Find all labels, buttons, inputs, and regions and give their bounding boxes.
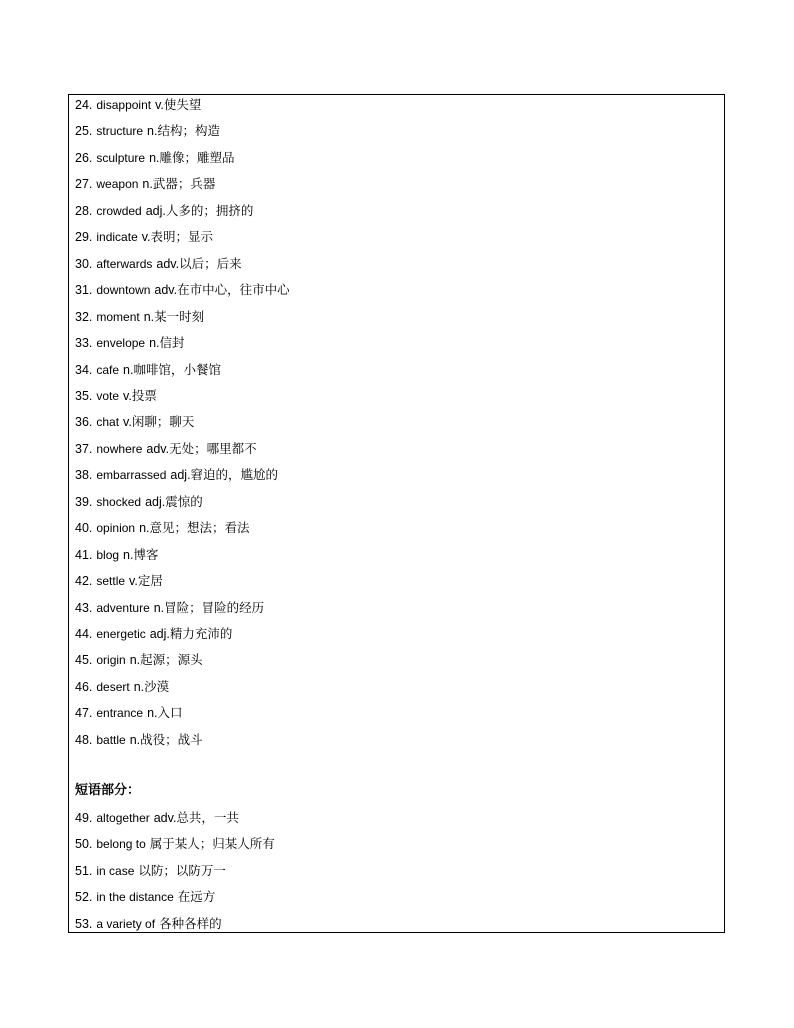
entry-meaning: 在远方: [177, 890, 216, 905]
entry-number: 33.: [75, 336, 93, 351]
entry-word: indicate: [96, 230, 138, 245]
entry-number: 45.: [75, 653, 93, 668]
entry-meaning: n.沙漠: [133, 679, 170, 694]
entry-meaning: adv.以后；后来: [156, 256, 242, 271]
entry-meaning: n.某一时刻: [143, 309, 205, 324]
entry-word: chat: [96, 415, 120, 430]
list-item: [75, 333, 185, 353]
entry-number: 32.: [75, 309, 93, 324]
list-item: [75, 386, 157, 406]
list-item: [75, 650, 203, 670]
list-item: [75, 518, 250, 538]
entry-meaning: n.意见；想法；看法: [139, 521, 250, 536]
entry-word: sculpture: [96, 150, 146, 165]
entry-word: battle: [96, 732, 126, 747]
entry-number: 24.: [75, 98, 93, 112]
list-item: [75, 227, 213, 247]
list-item: [75, 730, 203, 750]
entry-number: 41.: [75, 547, 93, 562]
list-item: [75, 201, 253, 221]
entry-word: crowded: [96, 203, 142, 218]
entry-meaning: n.结构；构造: [147, 124, 220, 139]
list-item: [75, 887, 215, 907]
entry-word: weapon: [96, 177, 139, 192]
entry-word: shocked: [96, 494, 142, 509]
entry-word: opinion: [96, 521, 136, 536]
entry-meaning: 各种各样的: [159, 916, 222, 931]
entry-number: 30.: [75, 256, 93, 271]
entry-word: belong to: [96, 837, 146, 852]
entry-word: moment: [96, 309, 140, 324]
entry-number: 29.: [75, 230, 93, 245]
entry-meaning: v.表明；显示: [141, 230, 214, 245]
list-item: [75, 280, 290, 300]
entry-number: 40.: [75, 521, 93, 536]
entry-word: cafe: [96, 362, 120, 377]
entry-word: embarrassed: [96, 468, 167, 483]
list-item: [75, 95, 201, 115]
list-item: [75, 677, 169, 697]
list-item: [75, 307, 204, 327]
entry-meaning: adj.震惊的: [145, 494, 203, 509]
entry-meaning: adj.精力充沛的: [149, 627, 233, 641]
entry-word: altogether: [96, 810, 150, 825]
list-item: [75, 861, 226, 881]
list-item: [75, 412, 194, 432]
entry-number: 28.: [75, 203, 93, 218]
entry-word: settle: [96, 574, 126, 589]
entry-number: 52.: [75, 890, 93, 905]
list-item: [75, 254, 242, 274]
phrases-section-heading: 短语部分：: [75, 783, 141, 799]
list-item: [75, 624, 232, 644]
list-item: [75, 148, 235, 168]
entry-word: nowhere: [96, 441, 143, 456]
list-item: [75, 808, 239, 828]
entry-word: in the distance: [96, 890, 174, 905]
entry-word: vote: [96, 388, 120, 403]
entry-word: origin: [96, 653, 126, 668]
entry-word: structure: [96, 124, 144, 139]
list-item: [75, 360, 221, 380]
entry-number: 35.: [75, 388, 93, 403]
entry-word: afterwards: [96, 256, 153, 271]
entry-number: 43.: [75, 600, 93, 615]
entry-number: 47.: [75, 706, 93, 721]
list-item: [75, 121, 220, 141]
entry-meaning: n.入口: [147, 706, 183, 721]
entry-meaning: v.定居: [129, 574, 163, 589]
entry-word: desert: [96, 679, 130, 694]
entry-number: 42.: [75, 574, 93, 589]
entry-number: 51.: [75, 863, 93, 878]
entry-meaning: adj.窘迫的，尴尬的: [170, 468, 279, 483]
entry-meaning: 属于某人；归某人所有: [149, 837, 275, 852]
list-item: [75, 571, 163, 591]
entry-number: 31.: [75, 283, 93, 298]
entry-meaning: adv.无处；哪里都不: [146, 441, 257, 456]
entry-meaning: 以防；以防万一: [138, 863, 226, 878]
entry-number: 44.: [75, 627, 93, 641]
list-item: [75, 598, 264, 618]
entry-number: 34.: [75, 362, 93, 377]
entry-number: 26.: [75, 150, 93, 165]
entry-number: 38.: [75, 468, 93, 483]
entry-meaning: n.咖啡馆，小餐馆: [123, 362, 221, 377]
entry-word: energetic: [96, 627, 146, 641]
entry-meaning: n.博客: [123, 547, 159, 562]
entry-word: downtown: [96, 283, 151, 298]
list-item: [75, 834, 275, 854]
entry-word: blog: [96, 547, 120, 562]
entry-word: entrance: [96, 706, 144, 721]
list-item: [75, 914, 222, 934]
entry-number: 50.: [75, 837, 93, 852]
entry-word: in case: [96, 863, 135, 878]
entry-word: envelope: [96, 336, 146, 351]
list-item: [75, 465, 278, 485]
vocabulary-table: [68, 94, 725, 933]
entry-word: a variety of: [96, 916, 156, 931]
entry-meaning: n.武器；兵器: [142, 177, 216, 192]
entry-meaning: v.使失望: [155, 98, 202, 112]
list-item: [75, 545, 158, 565]
entry-meaning: n.战役；战斗: [129, 732, 203, 747]
entry-number: 48.: [75, 732, 93, 747]
entry-meaning: n.信封: [149, 336, 185, 351]
entry-meaning: adv.在市中心，往市中心: [154, 283, 290, 298]
list-item: [75, 439, 257, 459]
entry-meaning: adj.人多的；拥挤的: [145, 203, 254, 218]
entry-meaning: adv.总共，一共: [153, 810, 239, 825]
entry-word: adventure: [96, 600, 150, 615]
entry-meaning: v.投票: [123, 388, 157, 403]
entry-number: 49.: [75, 810, 93, 825]
entry-number: 36.: [75, 415, 93, 430]
entry-number: 46.: [75, 679, 93, 694]
entry-number: 25.: [75, 124, 93, 139]
entry-word: disappoint: [96, 98, 152, 112]
entry-meaning: n.起源；源头: [129, 653, 203, 668]
entry-meaning: v.闲聊；聊天: [123, 415, 195, 430]
list-item: [75, 703, 183, 723]
entry-number: 27.: [75, 177, 93, 192]
list-item: [75, 174, 215, 194]
entry-number: 53.: [75, 916, 93, 931]
list-item: [75, 492, 203, 512]
entry-meaning: n.冒险；冒险的经历: [153, 600, 265, 615]
entry-number: 37.: [75, 441, 93, 456]
entry-meaning: n.雕像；雕塑品: [149, 150, 235, 165]
entry-number: 39.: [75, 494, 93, 509]
